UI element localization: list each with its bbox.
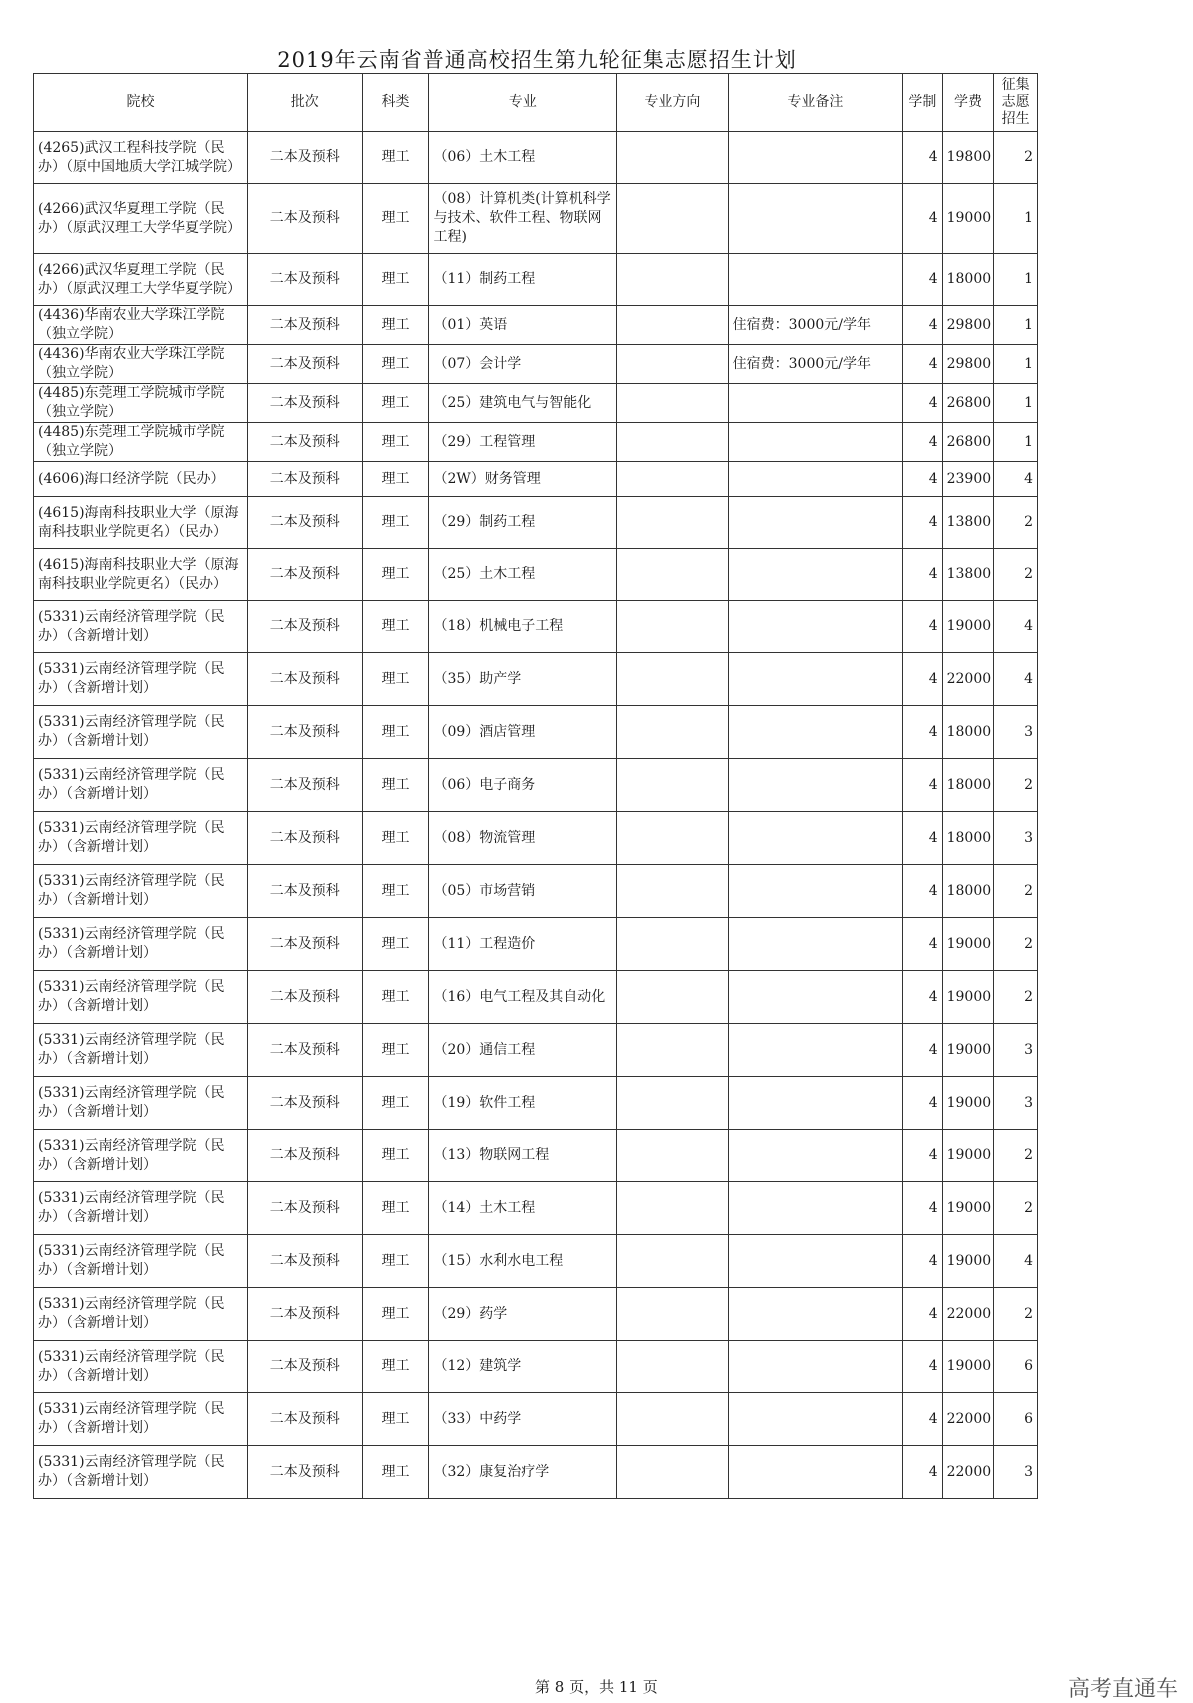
cell-institution: (5331)云南经济管理学院（民办）（含新增计划） [34,706,248,759]
cell-note: 住宿费：3000元/学年 [728,345,902,384]
cell-category: 理工 [362,497,429,549]
cell-institution: (5331)云南经济管理学院（民办）（含新增计划） [34,1182,248,1235]
cell-note [728,601,902,653]
cell-quota: 2 [994,918,1038,971]
table-row [34,706,1038,759]
cell-duration: 4 [903,384,943,423]
cell-note [728,918,902,971]
cell-direction [617,1182,729,1235]
cell-direction [617,1024,729,1077]
cell-direction [617,345,729,384]
cell-duration: 4 [903,1130,943,1182]
cell-institution: (5331)云南经济管理学院（民办）（含新增计划） [34,1341,248,1393]
cell-institution: (5331)云南经济管理学院（民办）（含新增计划） [34,1393,248,1446]
cell-note [728,706,902,759]
cell-note [728,462,902,497]
cell-fee: 18000 [942,812,994,865]
cell-batch: 二本及预科 [247,384,362,423]
cell-direction [617,1393,729,1446]
cell-institution: (5331)云南经济管理学院（民办）（含新增计划） [34,1446,248,1499]
table-row [34,653,1038,706]
cell-note [728,132,902,184]
cell-direction [617,971,729,1024]
cell-duration: 4 [903,345,943,384]
cell-major: （08）物流管理 [429,812,617,865]
cell-duration: 4 [903,1077,943,1130]
cell-batch: 二本及预科 [247,345,362,384]
cell-fee: 19000 [942,1077,994,1130]
cell-duration: 4 [903,254,943,306]
cell-direction [617,1235,729,1288]
cell-major: （35）助产学 [429,653,617,706]
cell-fee: 19000 [942,918,994,971]
cell-quota: 2 [994,1288,1038,1341]
cell-note [728,1341,902,1393]
table-row [34,132,1038,184]
cell-institution: (4265)武汉工程科技学院（民办）（原中国地质大学江城学院） [34,132,248,184]
cell-major: （13）物联网工程 [429,1130,617,1182]
cell-major: （19）软件工程 [429,1077,617,1130]
cell-quota: 1 [994,345,1038,384]
cell-category: 理工 [362,423,429,462]
cell-direction [617,184,729,254]
cell-duration: 4 [903,759,943,812]
cell-duration: 4 [903,549,943,601]
cell-note [728,1446,902,1499]
cell-major: （32）康复治疗学 [429,1446,617,1499]
cell-note [728,1024,902,1077]
cell-fee: 29800 [942,345,994,384]
cell-batch: 二本及预科 [247,549,362,601]
cell-quota: 1 [994,384,1038,423]
cell-duration: 4 [903,971,943,1024]
cell-category: 理工 [362,1077,429,1130]
cell-quota: 4 [994,462,1038,497]
table-row [34,1393,1038,1446]
cell-fee: 19000 [942,1130,994,1182]
header-institution: 院校 [34,74,248,132]
cell-major: （12）建筑学 [429,1341,617,1393]
cell-direction [617,423,729,462]
cell-category: 理工 [362,1130,429,1182]
cell-batch: 二本及预科 [247,653,362,706]
cell-quota: 3 [994,812,1038,865]
cell-direction [617,306,729,345]
cell-direction [617,132,729,184]
table-row [34,423,1038,462]
cell-note [728,865,902,918]
table-row [34,1024,1038,1077]
cell-fee: 22000 [942,1446,994,1499]
cell-note [728,759,902,812]
cell-major: （06）土木工程 [429,132,617,184]
cell-batch: 二本及预科 [247,497,362,549]
cell-note [728,254,902,306]
cell-category: 理工 [362,1341,429,1393]
cell-duration: 4 [903,497,943,549]
header-category: 科类 [362,74,429,132]
header-batch: 批次 [247,74,362,132]
cell-note [728,1235,902,1288]
cell-major: （18）机械电子工程 [429,601,617,653]
cell-duration: 4 [903,423,943,462]
cell-note [728,1182,902,1235]
table-row [34,1341,1038,1393]
cell-major: （05）市场营销 [429,865,617,918]
cell-major: （08）计算机类(计算机科学与技术、软件工程、物联网工程) [429,184,617,254]
header-quota-line: 志愿 [1001,94,1030,110]
cell-category: 理工 [362,1182,429,1235]
cell-batch: 二本及预科 [247,423,362,462]
cell-batch: 二本及预科 [247,1341,362,1393]
cell-quota: 2 [994,1182,1038,1235]
cell-category: 理工 [362,345,429,384]
cell-institution: (5331)云南经济管理学院（民办）（含新增计划） [34,759,248,812]
cell-note [728,971,902,1024]
cell-note [728,497,902,549]
cell-fee: 19000 [942,1182,994,1235]
cell-institution: (4615)海南科技职业大学（原海南科技职业学院更名）（民办） [34,497,248,549]
cell-institution: (4436)华南农业大学珠江学院（独立学院） [34,306,248,345]
table-row [34,1288,1038,1341]
cell-quota: 1 [994,254,1038,306]
cell-institution: (5331)云南经济管理学院（民办）（含新增计划） [34,918,248,971]
cell-major: （29）药学 [429,1288,617,1341]
cell-institution: (5331)云南经济管理学院（民办）（含新增计划） [34,1235,248,1288]
cell-category: 理工 [362,1288,429,1341]
cell-major: （09）酒店管理 [429,706,617,759]
cell-direction [617,462,729,497]
header-note: 专业备注 [728,74,902,132]
table-row [34,1235,1038,1288]
cell-fee: 18000 [942,759,994,812]
cell-note [728,812,902,865]
header-direction: 专业方向 [617,74,729,132]
cell-institution: (4485)东莞理工学院城市学院（独立学院） [34,384,248,423]
cell-duration: 4 [903,1446,943,1499]
cell-quota: 1 [994,306,1038,345]
cell-direction [617,549,729,601]
cell-direction [617,759,729,812]
header-duration: 学制 [903,74,943,132]
cell-note [728,184,902,254]
cell-duration: 4 [903,1235,943,1288]
table-row [34,384,1038,423]
cell-direction [617,1446,729,1499]
cell-direction [617,653,729,706]
cell-note [728,423,902,462]
cell-batch: 二本及预科 [247,184,362,254]
cell-major: （25）建筑电气与智能化 [429,384,617,423]
cell-quota: 3 [994,706,1038,759]
table-row [34,1130,1038,1182]
cell-direction [617,706,729,759]
cell-note [728,653,902,706]
cell-batch: 二本及预科 [247,918,362,971]
cell-quota: 2 [994,971,1038,1024]
cell-duration: 4 [903,1393,943,1446]
cell-batch: 二本及预科 [247,1182,362,1235]
cell-duration: 4 [903,132,943,184]
table-row [34,865,1038,918]
cell-major: （07）会计学 [429,345,617,384]
cell-category: 理工 [362,653,429,706]
cell-fee: 22000 [942,653,994,706]
page-title: 2019年云南省普通高校招生第九轮征集志愿招生计划 [277,48,797,72]
table-header-row [34,74,1038,132]
cell-quota: 4 [994,1235,1038,1288]
header-fee: 学费 [942,74,994,132]
cell-major: （06）电子商务 [429,759,617,812]
cell-duration: 4 [903,1182,943,1235]
cell-institution: (4436)华南农业大学珠江学院（独立学院） [34,345,248,384]
cell-category: 理工 [362,918,429,971]
cell-duration: 4 [903,306,943,345]
cell-duration: 4 [903,812,943,865]
cell-batch: 二本及预科 [247,1130,362,1182]
cell-direction [617,384,729,423]
cell-institution: (5331)云南经济管理学院（民办）（含新增计划） [34,653,248,706]
cell-duration: 4 [903,601,943,653]
cell-quota: 3 [994,1024,1038,1077]
cell-institution: (5331)云南经济管理学院（民办）（含新增计划） [34,971,248,1024]
cell-batch: 二本及预科 [247,1288,362,1341]
cell-quota: 2 [994,549,1038,601]
cell-batch: 二本及预科 [247,1077,362,1130]
cell-category: 理工 [362,184,429,254]
cell-institution: (5331)云南经济管理学院（民办）（含新增计划） [34,865,248,918]
table-row [34,306,1038,345]
cell-note [728,1288,902,1341]
cell-major: （11）工程造价 [429,918,617,971]
cell-fee: 13800 [942,497,994,549]
cell-major: （20）通信工程 [429,1024,617,1077]
cell-fee: 29800 [942,306,994,345]
cell-note [728,384,902,423]
cell-note [728,549,902,601]
cell-institution: (4606)海口经济学院（民办） [34,462,248,497]
cell-fee: 23900 [942,462,994,497]
cell-quota: 1 [994,423,1038,462]
cell-batch: 二本及预科 [247,1235,362,1288]
cell-quota: 1 [994,184,1038,254]
cell-category: 理工 [362,1446,429,1499]
cell-direction [617,601,729,653]
table-body [34,132,1038,1499]
cell-quota: 4 [994,653,1038,706]
cell-fee: 26800 [942,423,994,462]
cell-batch: 二本及预科 [247,1446,362,1499]
cell-institution: (5331)云南经济管理学院（民办）（含新增计划） [34,1130,248,1182]
cell-category: 理工 [362,1393,429,1446]
cell-duration: 4 [903,1288,943,1341]
cell-direction [617,497,729,549]
cell-major: （11）制药工程 [429,254,617,306]
table-row [34,918,1038,971]
cell-fee: 19000 [942,1235,994,1288]
cell-quota: 3 [994,1077,1038,1130]
cell-batch: 二本及预科 [247,971,362,1024]
cell-quota: 2 [994,759,1038,812]
cell-duration: 4 [903,653,943,706]
header-quota [994,74,1038,132]
table-row [34,1446,1038,1499]
cell-direction [617,1077,729,1130]
header-quota-line: 征集 [1001,77,1030,93]
cell-fee: 19000 [942,184,994,254]
cell-institution: (5331)云南经济管理学院（民办）（含新增计划） [34,1288,248,1341]
table-row [34,254,1038,306]
cell-batch: 二本及预科 [247,759,362,812]
cell-duration: 4 [903,462,943,497]
table-row [34,812,1038,865]
cell-institution: (4485)东莞理工学院城市学院（独立学院） [34,423,248,462]
table-row [34,759,1038,812]
table-row [34,497,1038,549]
cell-category: 理工 [362,462,429,497]
cell-quota: 2 [994,497,1038,549]
cell-fee: 19000 [942,1341,994,1393]
cell-category: 理工 [362,865,429,918]
cell-category: 理工 [362,549,429,601]
cell-batch: 二本及预科 [247,1024,362,1077]
table-row [34,1077,1038,1130]
cell-major: （01）英语 [429,306,617,345]
table-row [34,549,1038,601]
cell-direction [617,254,729,306]
cell-institution: (4266)武汉华夏理工学院（民办）（原武汉理工大学华夏学院） [34,184,248,254]
cell-category: 理工 [362,384,429,423]
cell-institution: (5331)云南经济管理学院（民办）（含新增计划） [34,601,248,653]
cell-batch: 二本及预科 [247,254,362,306]
cell-direction [617,1341,729,1393]
cell-institution: (5331)云南经济管理学院（民办）（含新增计划） [34,1024,248,1077]
table-row [34,601,1038,653]
cell-institution: (4615)海南科技职业大学（原海南科技职业学院更名）（民办） [34,549,248,601]
cell-duration: 4 [903,1341,943,1393]
cell-note [728,1393,902,1446]
cell-fee: 22000 [942,1288,994,1341]
cell-quota: 4 [994,601,1038,653]
cell-batch: 二本及预科 [247,812,362,865]
cell-category: 理工 [362,132,429,184]
cell-category: 理工 [362,306,429,345]
cell-fee: 19800 [942,132,994,184]
table-row [34,971,1038,1024]
cell-note [728,1077,902,1130]
enrollment-plan-table [33,73,1038,1499]
cell-fee: 18000 [942,865,994,918]
cell-fee: 19000 [942,971,994,1024]
cell-major: （16）电气工程及其自动化 [429,971,617,1024]
cell-category: 理工 [362,254,429,306]
cell-note: 住宿费：3000元/学年 [728,306,902,345]
header-quota-line: 招生 [1001,111,1030,127]
cell-category: 理工 [362,971,429,1024]
cell-fee: 22000 [942,1393,994,1446]
table-row [34,1182,1038,1235]
cell-major: （15）水利水电工程 [429,1235,617,1288]
cell-quota: 6 [994,1341,1038,1393]
cell-duration: 4 [903,865,943,918]
cell-institution: (5331)云南经济管理学院（民办）（含新增计划） [34,1077,248,1130]
table-row [34,462,1038,497]
cell-category: 理工 [362,812,429,865]
cell-direction [617,865,729,918]
cell-note [728,1130,902,1182]
cell-quota: 2 [994,865,1038,918]
cell-batch: 二本及预科 [247,306,362,345]
cell-category: 理工 [362,706,429,759]
table-row [34,184,1038,254]
table-row [34,345,1038,384]
cell-batch: 二本及预科 [247,706,362,759]
cell-batch: 二本及预科 [247,865,362,918]
cell-major: （29）制药工程 [429,497,617,549]
cell-category: 理工 [362,759,429,812]
cell-institution: (4266)武汉华夏理工学院（民办）（原武汉理工大学华夏学院） [34,254,248,306]
cell-fee: 19000 [942,601,994,653]
cell-major: （33）中药学 [429,1393,617,1446]
cell-duration: 4 [903,184,943,254]
cell-fee: 13800 [942,549,994,601]
cell-fee: 18000 [942,706,994,759]
cell-direction [617,1130,729,1182]
cell-major: （2W）财务管理 [429,462,617,497]
cell-batch: 二本及预科 [247,132,362,184]
header-major: 专业 [429,74,617,132]
cell-batch: 二本及预科 [247,462,362,497]
cell-fee: 26800 [942,384,994,423]
cell-major: （14）土木工程 [429,1182,617,1235]
cell-direction [617,918,729,971]
cell-duration: 4 [903,1024,943,1077]
cell-category: 理工 [362,601,429,653]
cell-quota: 2 [994,1130,1038,1182]
cell-major: （25）土木工程 [429,549,617,601]
cell-quota: 2 [994,132,1038,184]
cell-fee: 18000 [942,254,994,306]
cell-direction [617,812,729,865]
watermark: 高考直通车 [1068,1677,1179,1702]
cell-duration: 4 [903,706,943,759]
cell-category: 理工 [362,1235,429,1288]
page-number: 第 8 页，共 11 页 [535,1678,658,1696]
cell-duration: 4 [903,918,943,971]
cell-batch: 二本及预科 [247,601,362,653]
cell-institution: (5331)云南经济管理学院（民办）（含新增计划） [34,812,248,865]
cell-category: 理工 [362,1024,429,1077]
cell-quota: 6 [994,1393,1038,1446]
cell-direction [617,1288,729,1341]
cell-quota: 3 [994,1446,1038,1499]
cell-fee: 19000 [942,1024,994,1077]
cell-major: （29）工程管理 [429,423,617,462]
cell-batch: 二本及预科 [247,1393,362,1446]
